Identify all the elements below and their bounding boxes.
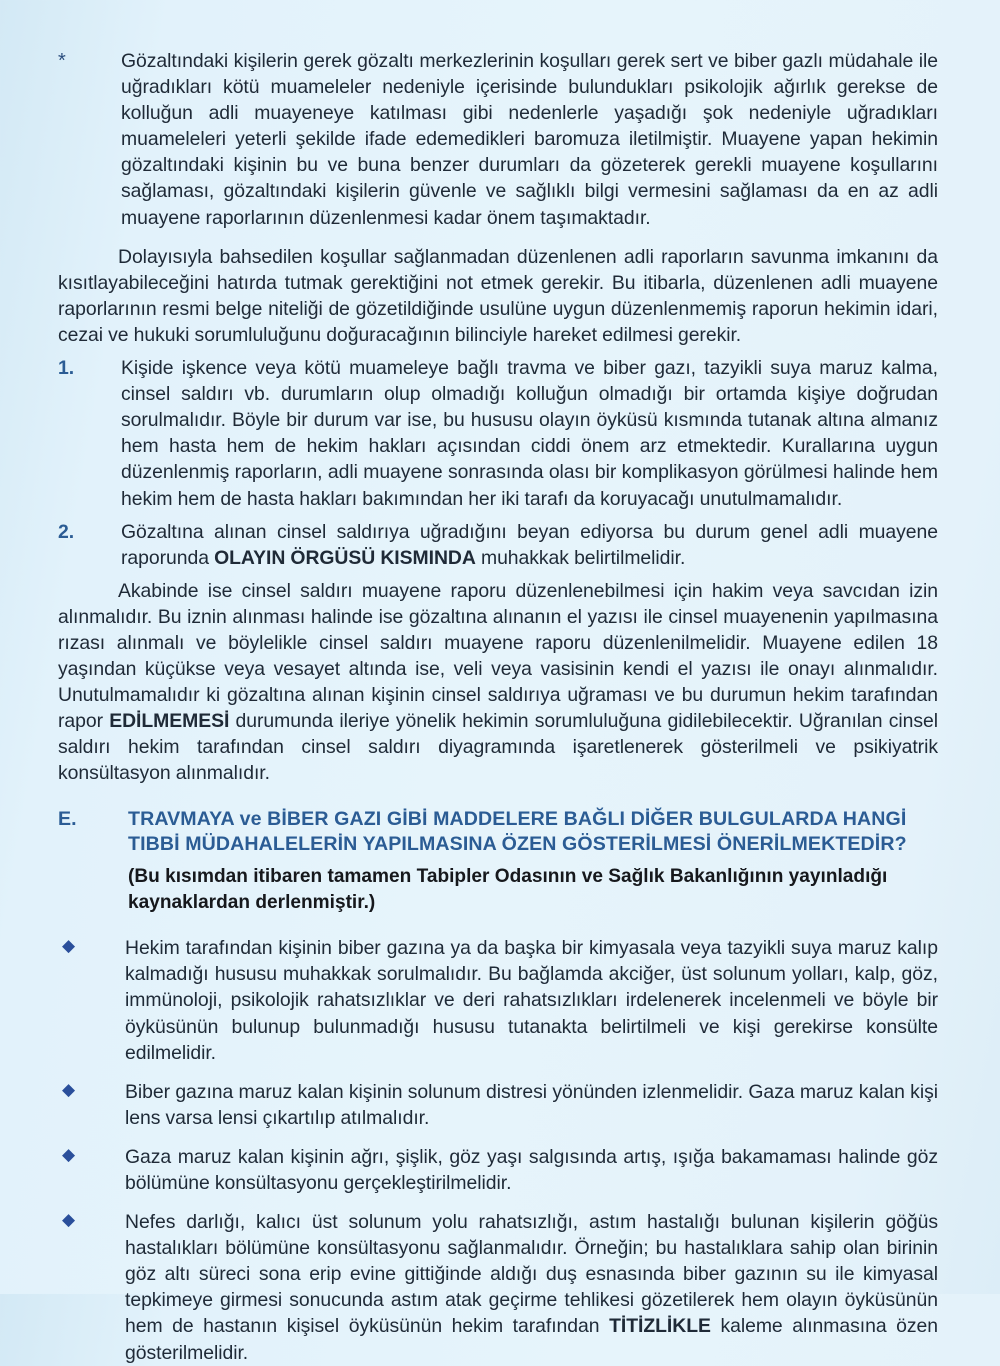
list-number-2: 2. (58, 520, 75, 543)
spacer (58, 1066, 938, 1079)
spacer (58, 1131, 938, 1144)
spacer (58, 571, 938, 578)
bullet-item-4 (58, 1209, 938, 1366)
bullet-item-3 (58, 1144, 938, 1196)
list-item-1-text: Kişide işkence veya kötü muameleye bağlı travma ve biber gazı, tazyikli suya maruz kalma, cinsel saldırı vb. durumların olup olmadığı kolluğun olmadığı bir ortamda kişiye doğrudan sorulmalıdır. Böyle bir durum var ise, bu hususu olayın öyküsü kısmında tutanak altına almanız hem hasta hem de hekim hakları açısından ciddi önem arz etmektedir. Kurallarına uygun düzenlenmiş raporların, adli muayene sonrasında olası bir komplikasyon görülmesi halinde hem hekim hem de hasta hakları bakımından her iki tarafı da koruyacağı unutulmamalıdır. (121, 357, 938, 510)
section-subnote: (Bu kısımdan itibaren tamamen Tabipler Odasının ve Sağlık Bakanlığının yayınladığı kaynaklardan derlenmiştir.) (128, 866, 888, 913)
spacer (58, 348, 938, 355)
starred-paragraph-text: Gözaltındaki kişilerin gerek gözaltı merkezlerinin koşulları gerek sert ve biber gazlı müdahale ile uğradıkları kötü muameleler nedeniyle içerisinde bulundukları psikolojik ağırlık gerekse de kolluğun adli muayeneye katılması gibi nedenlerle yaşadığı şok nedeniyle uğradıkları muameleleri yeterli şekilde ifade edemedikleri baromuza iletilmiştir. Muayene yapan hekimin gözaltındaki kişinin bu ve buna benzer durumları da gözeterek gerekli muayene koşullarını sağlaması, gözaltındaki kişilerin güvenle ve sağlıklı bilgi vermesini sağlaması da en az adli muayene raporlarının düzenlenmesi kadar önem taşımaktadır. (121, 50, 938, 229)
bullet-item-4-part1: Nefes darlığı, kalıcı üst solunum yolu rahatsızlığı, astım hastalığı bulunan kişilerin göğüs hastalıkları bölümüne konsültasyonu sağlanmalıdır. Örneğin; bu hastalıklara sahip olan birinin göz altı süreci sona erip evine gittiğinde aldığı duş esnasında biber gazının su ile kimyasal tepkimeye girmesi sonucunda astım atak geçirme tehlikesi gözetilerek hem olayın öyküsünün hem de hastanın kişisel öyküsünün hekim tarafından (125, 1211, 938, 1338)
bullet-item-2-text: Biber gazına maruz kalan kişinin solunum distresi yönünden izlenmelidir. Gaza maruz kalan kişi lens varsa lensi çıkartılıp atılmalıdır. (125, 1080, 938, 1129)
bullet-item-1 (58, 935, 938, 1065)
spacer (58, 512, 938, 519)
asterisk-marker: * (58, 50, 66, 72)
list-number-1: 1. (58, 357, 75, 380)
starred-paragraph (58, 48, 938, 231)
spacer (58, 915, 938, 935)
section-title: TRAVMAYA ve BİBER GAZI GİBİ MADDELERE BAĞLI DİĞER BULGULARDA HANGİ TIBBİ MÜDAHALELERİN YAPILMASINA ÖZEN GÖSTERİLMESİ ÖNERİLMEKTEDİR? (128, 807, 907, 855)
list-item-2-text-part2: muhakkak belirtilmelidir. (475, 546, 686, 569)
section-heading-e (58, 807, 938, 858)
bullet-item-2 (58, 1079, 938, 1131)
diamond-bullet-icon: ◆ (62, 1144, 76, 1164)
diamond-bullet-icon: ◆ (62, 1210, 76, 1230)
bullet-item-4-text (125, 1209, 938, 1366)
diamond-bullet-icon: ◆ (62, 1079, 76, 1099)
bullet-item-3-text: Gaza maruz kalan kişinin ağrı, şişlik, göz yaşı salgısında artış, ışığa bakamaması halinde göz bölümüne konsültasyonu gerçekleştirilmelidir. (125, 1145, 938, 1194)
paragraph-akabinde-emphasis: EDİLMEMESİ (109, 710, 230, 733)
bullet-item-4-emphasis: TİTİZLİKLE (609, 1315, 711, 1338)
paragraph-akabinde-part1: Akabinde ise cinsel saldırı muayene raporu düzenlenebilmesi için hakim veya savcıdan izin alınmalıdır. Bu iznin alınması halinde ise gözaltına alınanın el yazısı ile cinsel muayenenin yapılmasına rızası alınmalı ve böylelikle cinsel saldırı muayene raporu düzenlenilmelidir. Muayene edilen 18 yaşından küçükse veya vesayet altında ise, veli veya vasisinin kendi el yazısı ile onayı alınmalıdır. Unutulmamalıdır ki gözaltına alınan kişinin cinsel saldırıya uğraması ve bu durumun hekim tarafından rapor (58, 579, 938, 733)
list-item-2-text (121, 519, 938, 571)
list-item-2-text-part1: Gözaltına alınan cinsel saldırıya uğradığını beyan ediyorsa bu durum genel adli muayene raporunda (121, 520, 938, 569)
list-item-2 (58, 519, 938, 571)
list-item-2-emphasis: OLAYIN ÖRGÜSÜ KISMINDA (214, 546, 476, 569)
spacer (58, 787, 938, 807)
spacer (58, 1196, 938, 1209)
list-item-1 (58, 355, 938, 512)
spacer (58, 231, 938, 244)
section-letter: E. (58, 807, 77, 830)
spacer (58, 857, 938, 864)
bullet-item-1-text: Hekim tarafından kişinin biber gazına ya da başka bir kimyasala veya tazyikli suya maruz kalıp kalmadığı hususu muhakkak sorulmalıdır. Bu bağlamda akciğer, üst solunum yolları, kalp, göz, immünoloji, psikolojik rahatsızlıklar ve deri rahatsızlıkları irdelenerek incelenmeli ve böyle bir öyküsünün bulunup bulunmadığı hususu tutanakta belirtilmeli ve kişi gerekirse konsülte edilmelidir. (125, 937, 938, 1064)
bullet-item-4-part2: kaleme alınmasına özen gösterilmelidir. (125, 1315, 938, 1364)
paragraph-akabinde-part2: durumunda ileriye yönelik hekimin sorumluluğuna gidilebilecektir. Uğranılan cinsel saldırı hekim tarafından cinsel saldırı diyagramında işaretlenerek gösterilmeli ve psikiyatrik konsültasyon alınmalıdır. (58, 710, 938, 785)
paragraph-akabinde (58, 578, 938, 787)
diamond-bullet-icon: ◆ (62, 936, 76, 956)
paragraph-dolayisiyla: Dolayısıyla bahsedilen koşullar sağlanmadan düzenlenen adli raporların savunma imkanını da kısıtlayabileceğini hatırda tutmak gerektiğini not etmek gerekir. Bu itibarla, düzenlenen adli muayene raporlarının resmi belge niteliği de gözetildiğinde usulüne uygun düzenlenmemiş raporun hekimin idari, cezai ve hukuki sorumluluğunu doğuracağının bilinciyle hareket edilmesi gerekir. (58, 245, 938, 346)
